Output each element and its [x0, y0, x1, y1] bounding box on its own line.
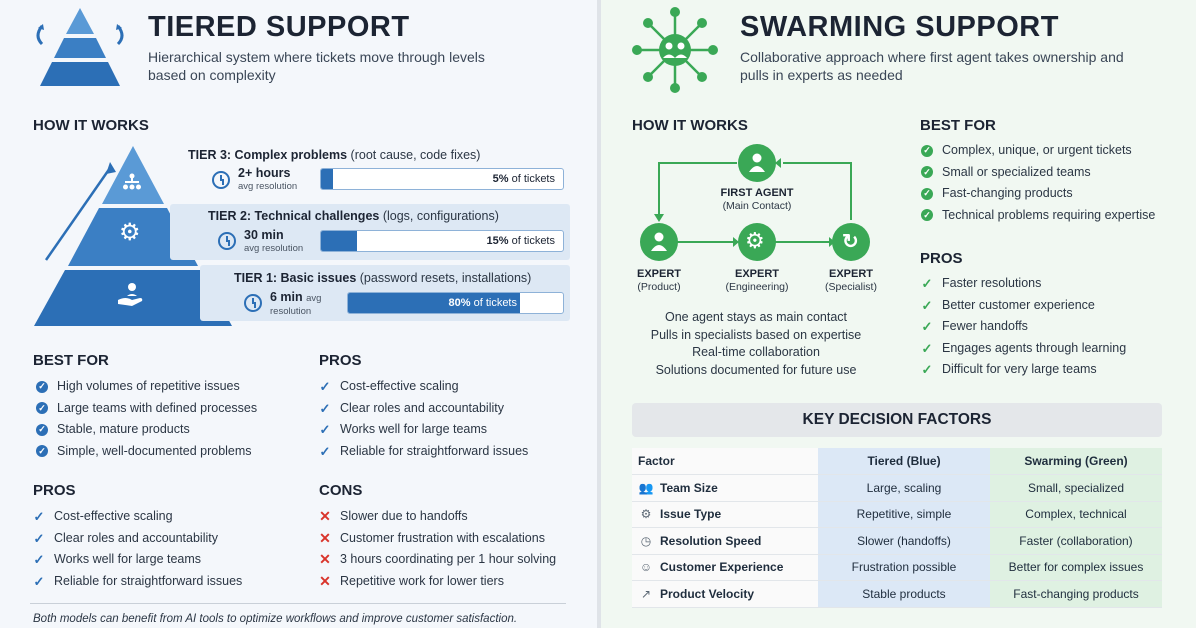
swarming-pros-title: PROS: [920, 250, 963, 267]
tiered-pros-list-b: [30, 506, 242, 592]
swarming-best-for-list: [918, 140, 1155, 226]
check-icon: ✓: [921, 297, 933, 313]
expert-product-label: EXPERT (Product): [636, 268, 681, 293]
tiered-best-for-title: BEST FOR: [33, 352, 109, 369]
tier1-label: TIER 1: Basic issues (password resets, installations): [234, 271, 532, 285]
decision-table: [632, 448, 1162, 608]
swarming-best-for-title: BEST FOR: [920, 117, 996, 134]
table-row: [632, 475, 1162, 502]
tiered-best-for-list: [33, 376, 257, 462]
expert-engineering-label: EXPERT (Engineering): [725, 268, 789, 293]
swarming-cell: Complex, technical: [990, 501, 1162, 528]
check-circle-icon: ✓: [921, 188, 933, 200]
tiered-subtitle: [148, 48, 485, 84]
tiered-subtitle-line1: Hierarchical system where tickets move through levels: [148, 49, 485, 65]
check-icon: ✓: [921, 276, 933, 291]
table-header-row: [632, 448, 1162, 475]
decision-factors: [632, 403, 1162, 601]
factor-label: Customer Experience: [660, 560, 784, 575]
footnote: Both models can benefit from AI tools to optimize workflows and improve customer satisfaction.: [33, 613, 518, 625]
tiered-pros-title-a: PROS: [319, 352, 362, 369]
flow-note: Pulls in specialists based on expertise: [650, 327, 862, 342]
list-item: ✓ Complex, unique, or urgent tickets: [918, 140, 1155, 162]
clock-icon: [244, 294, 262, 312]
user-icon: [649, 231, 669, 253]
swarming-subtitle: [740, 48, 1124, 84]
check-icon: ✓: [319, 422, 331, 437]
user-icon: [747, 152, 767, 174]
list-item: ✓ Clear roles and accountability: [30, 528, 242, 550]
tier2-label: TIER 2: Technical challenges (logs, configurations): [208, 209, 499, 223]
tier2-time: 30 min avg resolution: [244, 228, 304, 254]
swarming-pros-list: [918, 273, 1126, 381]
header-factor: Factor: [632, 448, 818, 475]
tiered-cons-title: CONS: [319, 482, 363, 499]
list-item: ✓ Fast-changing products: [918, 183, 1155, 205]
check-icon: ✓: [921, 319, 933, 334]
list-item: ✓ Stable, mature products: [33, 419, 257, 441]
clock-icon: ◷: [640, 533, 652, 548]
tiered-title: TIERED SUPPORT: [148, 11, 410, 43]
tiered-subtitle-line2: based on complexity: [148, 67, 276, 83]
check-icon: ✓: [33, 552, 45, 567]
clock-icon: [212, 171, 230, 189]
footnote-divider: [30, 603, 566, 604]
check-icon: ✓: [33, 530, 45, 546]
tiered-pros-title-b: PROS: [33, 482, 76, 499]
trend-icon: ↗: [640, 586, 652, 601]
tiered-cell: Repetitive, simple: [818, 501, 990, 528]
gear-icon: ⚙: [119, 219, 141, 246]
x-icon: ✕: [319, 529, 331, 546]
check-circle-icon: ✓: [921, 209, 933, 221]
list-item: ✓ Works well for large teams: [30, 549, 242, 571]
list-item: ✓ Simple, well-documented problems: [33, 441, 257, 463]
header-tiered: Tiered (Blue): [818, 448, 990, 475]
list-item: ✕ Repetitive work for lower tiers: [316, 571, 556, 593]
swarming-title: SWARMING SUPPORT: [740, 11, 1059, 43]
tiered-cell: Frustration possible: [818, 554, 990, 581]
list-item: ✓ Cost-effective scaling: [30, 506, 242, 528]
list-item: ✓ Faster resolutions: [918, 273, 1126, 295]
check-icon: ✓: [319, 379, 331, 394]
check-icon: ✓: [921, 362, 933, 377]
table-row: [632, 501, 1162, 528]
pyramid-logo-icon: [28, 6, 132, 94]
list-item: ✓ Difficult for very large teams: [918, 359, 1126, 381]
swarming-cell: Better for complex issues: [990, 554, 1162, 581]
check-circle-icon: ✓: [36, 402, 48, 414]
list-item: ✓ Works well for large teams: [316, 419, 528, 441]
check-icon: ✓: [319, 400, 331, 416]
check-circle-icon: ✓: [921, 145, 933, 157]
check-icon: ✓: [33, 573, 45, 589]
factor-label: Resolution Speed: [660, 533, 762, 548]
factor-label: Team Size: [660, 480, 718, 495]
list-item: ✓ Clear roles and accountability: [316, 398, 528, 420]
flow-notes: [621, 309, 891, 379]
swarming-subtitle-line1: Collaborative approach where first agent takes ownership and: [740, 49, 1124, 65]
list-item: ✕ Slower due to handoffs: [316, 506, 556, 528]
tier3-label: TIER 3: Complex problems (root cause, code fixes): [188, 148, 481, 162]
list-item: ✓ Engages agents through learning: [918, 338, 1126, 360]
tier2-share-bar: 15% of tickets: [320, 230, 564, 252]
gear-icon: ⚙: [745, 228, 765, 253]
list-item: ✓ Technical problems requiring expertise: [918, 205, 1155, 227]
list-item: ✓ Small or specialized teams: [918, 162, 1155, 184]
gears-icon: ⚙: [640, 507, 652, 522]
tier3-share-bar: 5% of tickets: [320, 168, 564, 190]
check-circle-icon: ✓: [921, 166, 933, 178]
tiered-cons-list: [316, 506, 556, 592]
check-icon: ✓: [921, 340, 933, 356]
tiered-cell: Stable products: [818, 581, 990, 608]
table-row: [632, 554, 1162, 581]
list-item: ✓ Reliable for straightforward issues: [30, 571, 242, 593]
tier1-share-bar: 80% of tickets: [347, 292, 564, 314]
tier1-time: 6 min avg resolution: [270, 290, 322, 317]
header-swarming: Swarming (Green): [990, 448, 1162, 475]
check-circle-icon: ✓: [36, 381, 48, 393]
list-item: ✓ Cost-effective scaling: [316, 376, 528, 398]
list-item: ✓ Fewer handoffs: [918, 316, 1126, 338]
list-item: ✕ 3 hours coordinating per 1 hour solving: [316, 549, 556, 571]
first-agent-label: FIRST AGENT (Main Contact): [720, 187, 794, 212]
network-logo-icon: [629, 4, 721, 96]
tiered-cell: Slower (handoffs): [818, 528, 990, 555]
tiered-pros-list-a: [316, 376, 528, 462]
list-item: ✓ Reliable for straightforward issues: [316, 441, 528, 463]
flow-note: Solutions documented for future use: [655, 362, 857, 377]
check-circle-icon: ✓: [36, 424, 48, 436]
list-item: ✓ Large teams with defined processes: [33, 398, 257, 420]
check-circle-icon: ✓: [36, 445, 48, 457]
tiered-cell: Large, scaling: [818, 475, 990, 502]
swarming-cell: Small, specialized: [990, 475, 1162, 502]
list-item: ✓ High volumes of repetitive issues: [33, 376, 257, 398]
refresh-icon: ↻: [842, 231, 859, 253]
check-icon: ✓: [33, 509, 45, 524]
expert-specialist-label: EXPERT (Specialist): [825, 268, 877, 293]
team-icon: 👥: [638, 480, 654, 495]
flow-note: One agent stays as main contact: [664, 310, 848, 324]
tier3-time: 2+ hours avg resolution: [238, 166, 298, 192]
table-row: [632, 581, 1162, 608]
swarming-cell: Faster (collaboration): [990, 528, 1162, 555]
factor-label: Issue Type: [660, 507, 722, 522]
swarming-how-it-works: HOW IT WORKS: [632, 117, 748, 134]
table-row: [632, 528, 1162, 555]
clock-icon: [218, 232, 236, 250]
hierarchy-icon: [122, 173, 142, 191]
list-item: ✓ Better customer experience: [918, 295, 1126, 317]
list-item: ✕ Customer frustration with escalations: [316, 528, 556, 550]
x-icon: ✕: [319, 508, 331, 524]
factor-label: Product Velocity: [660, 586, 755, 601]
flow-note: Real-time collaboration: [692, 345, 820, 359]
hand-user-icon: [116, 280, 148, 308]
smile-icon: ☺: [639, 560, 653, 575]
swarming-subtitle-line2: pulls in experts as needed: [740, 67, 903, 83]
decision-title: KEY DECISION FACTORS: [632, 403, 1162, 437]
x-icon: ✕: [319, 572, 331, 589]
check-icon: ✓: [319, 443, 331, 459]
tiered-support-panel: [0, 0, 597, 628]
tiered-how-it-works: HOW IT WORKS: [33, 117, 149, 134]
x-icon: ✕: [319, 551, 331, 567]
swarming-cell: Fast-changing products: [990, 581, 1162, 608]
